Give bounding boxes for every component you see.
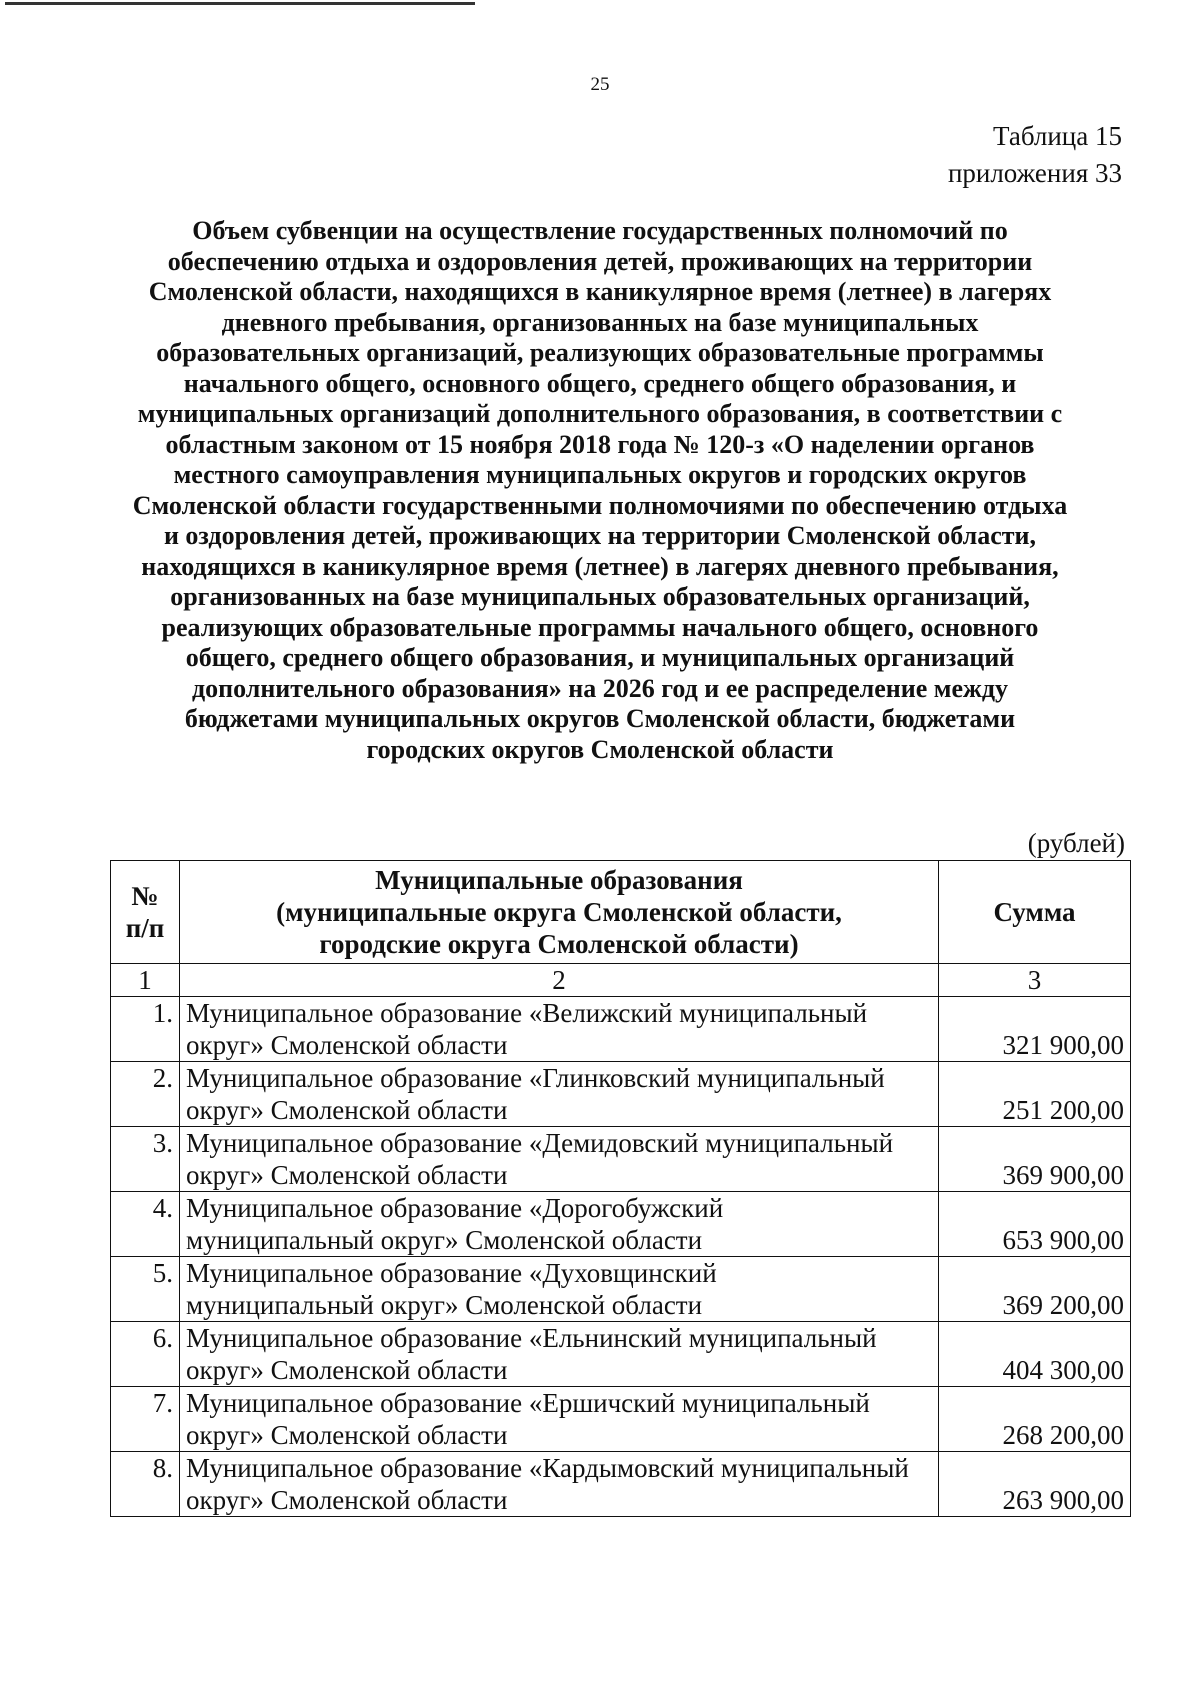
municipality-name-line: Муниципальное образование «Глинковский муниципальный (186, 1063, 885, 1093)
municipality-name (180, 1257, 939, 1322)
subsidy-table (110, 860, 1131, 1517)
title-line: дневного пребывания, организованных на базе муниципальных (221, 307, 979, 337)
table-row (111, 1387, 1131, 1452)
column-index: 1 (111, 964, 180, 997)
title-line: местного самоуправления муниципальных округов и городских округов (173, 460, 1027, 489)
header-municipality (180, 861, 939, 964)
table-row (111, 1322, 1131, 1387)
title-line: городских округов Смоленской области (366, 734, 834, 764)
subsidy-amount: 263 900,00 (939, 1452, 1131, 1517)
municipality-name (180, 1322, 939, 1387)
municipality-name (180, 1452, 939, 1517)
title-line: Объем субвенции на осуществление государственных полномочий по (192, 216, 1008, 245)
appendix-label: приложения 33 (947, 158, 1122, 188)
municipality-name-line: Муниципальное образование «Ершичский муниципальный (186, 1388, 870, 1418)
top-rule (5, 2, 475, 5)
title-line: бюджетами муниципальных округов Смоленской области, бюджетами (184, 704, 1016, 733)
municipality-name (180, 997, 939, 1062)
municipality-name (180, 1192, 939, 1257)
municipality-name-line: округ» Смоленской области (186, 1160, 508, 1190)
table-row (111, 1127, 1131, 1192)
municipality-name-line: муниципальный округ» Смоленской области (186, 1225, 703, 1255)
municipality-name-line: Муниципальное образование «Демидовский муниципальный (186, 1128, 894, 1158)
row-number: 1. (111, 997, 180, 1062)
row-number: 8. (111, 1452, 180, 1517)
title-line: начального общего, основного общего, среднего общего образования, и (183, 368, 1017, 398)
municipality-name-line: округ» Смоленской области (186, 1485, 508, 1515)
municipality-name (180, 1387, 939, 1452)
title-line: общего, среднего общего образования, и муниципальных организаций (185, 643, 1015, 672)
subsidy-amount: 369 900,00 (939, 1127, 1131, 1192)
title-line: образовательных организаций, реализующих образовательные программы (156, 338, 1044, 367)
header-sum: Сумма (939, 861, 1131, 964)
subsidy-amount: 321 900,00 (939, 997, 1131, 1062)
title-line: организованных на базе муниципальных образовательных организаций, (170, 582, 1030, 611)
column-index: 2 (180, 964, 939, 997)
row-number: 6. (111, 1322, 180, 1387)
row-number: 2. (111, 1062, 180, 1127)
title-line: реализующих образовательные программы начального общего, основного (161, 612, 1039, 642)
municipality-name-line: Муниципальное образование «Кардымовский муниципальный (186, 1453, 909, 1483)
document-title (100, 216, 1100, 765)
table-row (111, 1452, 1131, 1517)
title-line: и оздоровления детей, проживающих на территории Смоленской области, (163, 521, 1037, 550)
municipality-name-line: Муниципальное образование «Дорогобужский (186, 1193, 724, 1223)
municipality-name (180, 1062, 939, 1127)
row-number: 4. (111, 1192, 180, 1257)
header-number-line: № (131, 881, 159, 911)
header-number-line: п/п (125, 913, 165, 943)
title-line: обеспечению отдыха и оздоровления детей, проживающих на территории (167, 246, 1033, 276)
municipality-name-line: Муниципальное образование «Ельнинский муниципальный (186, 1323, 877, 1353)
table-header-row (111, 861, 1131, 964)
column-index: 3 (939, 964, 1131, 997)
subsidy-amount: 653 900,00 (939, 1192, 1131, 1257)
table-row (111, 1062, 1131, 1127)
municipality-name (180, 1127, 939, 1192)
row-number: 3. (111, 1127, 180, 1192)
page-number: 25 (590, 74, 610, 95)
annex-reference (948, 118, 1122, 192)
title-line: муниципальных организаций дополнительного образования, в соответствии с (137, 399, 1063, 428)
column-index-row (111, 964, 1131, 997)
table-row (111, 997, 1131, 1062)
currency-units: (рублей) (1027, 828, 1125, 858)
table-label: Таблица 15 (993, 121, 1122, 151)
municipality-name-line: округ» Смоленской области (186, 1030, 508, 1060)
title-line: Смоленской области, находящихся в каникулярное время (летнее) в лагерях (148, 277, 1052, 306)
subsidy-amount: 251 200,00 (939, 1062, 1131, 1127)
subsidy-amount: 404 300,00 (939, 1322, 1131, 1387)
header-municipality-line: городские округа Смоленской области) (319, 929, 799, 959)
header-number (111, 861, 180, 964)
title-line: Смоленской области государственными полномочиями по обеспечению отдыха (132, 490, 1068, 520)
municipality-name-line: Муниципальное образование «Велижский муниципальный (186, 998, 868, 1028)
municipality-name-line: округ» Смоленской области (186, 1095, 508, 1125)
municipality-name-line: Муниципальное образование «Духовщинский (186, 1258, 717, 1288)
subsidy-amount: 369 200,00 (939, 1257, 1131, 1322)
title-line: дополнительного образования» на 2026 год и ее распределение между (191, 673, 1009, 703)
table-row (111, 1257, 1131, 1322)
header-municipality-line: Муниципальные образования (375, 865, 743, 895)
title-line: находящихся в каникулярное время (летнее) в лагерях дневного пребывания, (141, 551, 1059, 581)
header-municipality-line: (муниципальные округа Смоленской области, (276, 897, 842, 927)
title-line: областным законом от 15 ноября 2018 года № 120-з «О наделении органов (165, 429, 1035, 459)
row-number: 7. (111, 1387, 180, 1452)
table-row (111, 1192, 1131, 1257)
municipality-name-line: округ» Смоленской области (186, 1355, 508, 1385)
municipality-name-line: муниципальный округ» Смоленской области (186, 1290, 703, 1320)
row-number: 5. (111, 1257, 180, 1322)
subsidy-amount: 268 200,00 (939, 1387, 1131, 1452)
municipality-name-line: округ» Смоленской области (186, 1420, 508, 1450)
